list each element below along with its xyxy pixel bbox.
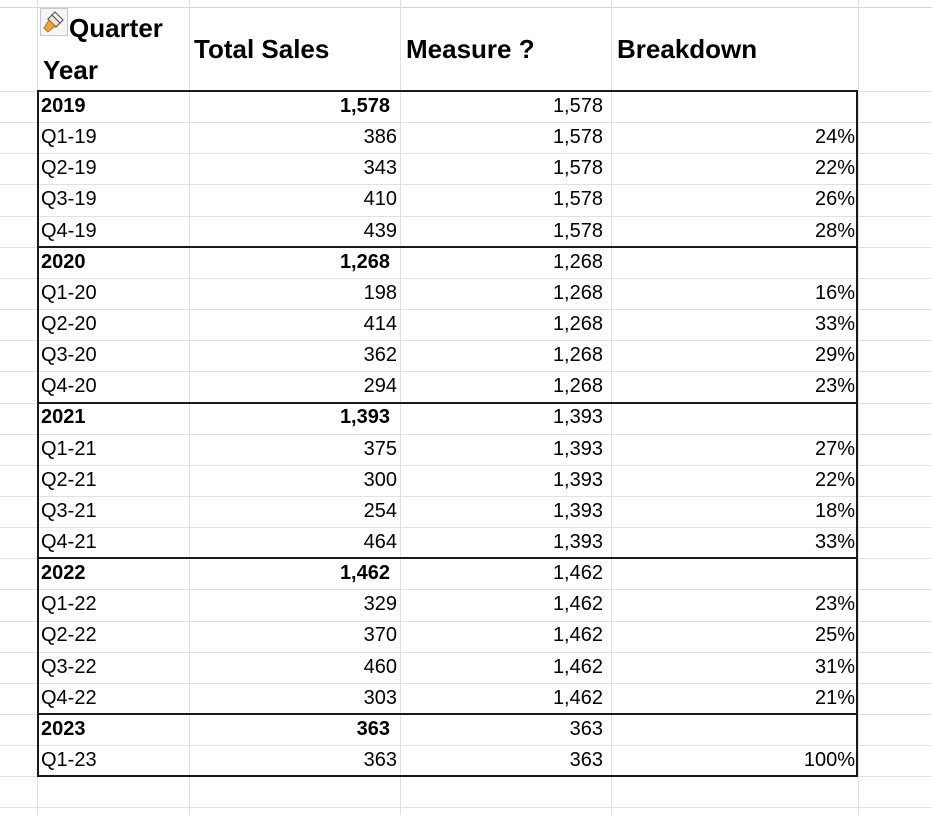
cell-label[interactable]: Q2-19 — [41, 157, 97, 180]
cell-label[interactable]: Q3-21 — [41, 499, 97, 522]
cell-measure[interactable]: 1,578 — [552, 157, 603, 180]
cell-total-sales[interactable]: 1,578 — [339, 95, 390, 117]
cell-label[interactable]: Q4-20 — [41, 375, 97, 398]
cell-label[interactable]: Q1-19 — [41, 126, 97, 149]
cell-measure[interactable]: 1,462 — [552, 655, 603, 678]
quarter-row — [37, 309, 859, 340]
cell-measure[interactable]: 363 — [569, 748, 603, 771]
cell-total-sales[interactable]: 303 — [363, 686, 397, 709]
cell-label[interactable]: Q3-22 — [41, 655, 97, 678]
cell-breakdown[interactable]: 22% — [814, 157, 855, 180]
quarter-row — [37, 153, 859, 184]
cell-breakdown[interactable]: 31% — [814, 655, 855, 678]
cell-label[interactable]: Q2-20 — [41, 312, 97, 335]
cell-measure[interactable]: 1,393 — [552, 468, 603, 491]
cell-measure[interactable]: 1,393 — [552, 437, 603, 460]
sales-table — [37, 91, 859, 776]
cell-label[interactable]: Q2-21 — [41, 468, 97, 491]
year-row — [37, 558, 859, 589]
cell-breakdown[interactable]: 29% — [814, 344, 855, 367]
cell-total-sales[interactable]: 375 — [363, 437, 397, 460]
cell-breakdown[interactable]: 16% — [814, 281, 855, 304]
grid-row-line — [0, 776, 932, 777]
cell-label[interactable]: Q4-21 — [41, 530, 97, 553]
cell-breakdown[interactable]: 21% — [814, 686, 855, 709]
cell-breakdown[interactable]: 23% — [814, 375, 855, 398]
year-row — [37, 247, 859, 278]
quarter-row — [37, 589, 859, 620]
header-quarter-line1: Quarter — [69, 13, 163, 43]
cell-measure[interactable]: 1,393 — [552, 499, 603, 522]
cell-total-sales[interactable]: 362 — [363, 344, 397, 367]
cell-total-sales[interactable]: 460 — [363, 655, 397, 678]
quarter-row — [37, 216, 859, 247]
quarter-row — [37, 620, 859, 651]
cell-label[interactable]: Q4-22 — [41, 686, 97, 709]
cell-measure[interactable]: 1,578 — [552, 126, 603, 149]
cell-measure[interactable]: 1,578 — [552, 219, 603, 242]
cell-label[interactable]: 2021 — [41, 406, 86, 429]
cell-total-sales[interactable]: 1,462 — [339, 562, 390, 585]
quarter-row — [37, 745, 859, 776]
cell-measure[interactable]: 1,268 — [552, 375, 603, 398]
cell-total-sales[interactable]: 343 — [363, 157, 397, 180]
quarter-row — [37, 496, 859, 527]
cell-breakdown[interactable]: 26% — [814, 188, 855, 211]
cell-label[interactable]: Q3-19 — [41, 188, 97, 211]
quarter-row — [37, 371, 859, 402]
cell-label[interactable]: Q3-20 — [41, 344, 97, 367]
year-row — [37, 91, 859, 122]
header-year-line2: Year — [43, 55, 98, 85]
cell-label[interactable]: 2022 — [41, 562, 86, 585]
cell-measure[interactable]: 363 — [569, 717, 603, 740]
quarter-row — [37, 184, 859, 215]
cell-measure[interactable]: 1,462 — [552, 593, 603, 616]
cell-total-sales[interactable]: 410 — [363, 188, 397, 211]
cell-measure[interactable]: 1,268 — [552, 281, 603, 304]
cell-measure[interactable]: 1,578 — [552, 95, 603, 117]
cell-label[interactable]: 2020 — [41, 250, 86, 273]
cell-breakdown[interactable]: 22% — [814, 468, 855, 491]
quarter-row — [37, 278, 859, 309]
cell-total-sales[interactable]: 439 — [363, 219, 397, 242]
header-measure: Measure ? — [406, 34, 535, 64]
cell-measure[interactable]: 1,268 — [552, 344, 603, 367]
cell-total-sales[interactable]: 198 — [363, 281, 397, 304]
paintbrush-icon-glyph — [41, 9, 67, 35]
quarter-row — [37, 434, 859, 465]
cell-label[interactable]: Q1-21 — [41, 437, 97, 460]
cell-breakdown[interactable]: 18% — [814, 499, 855, 522]
cell-measure[interactable]: 1,268 — [552, 312, 603, 335]
cell-label[interactable]: Q1-23 — [41, 748, 97, 771]
cell-label[interactable]: Q1-22 — [41, 593, 97, 616]
cell-total-sales[interactable]: 464 — [363, 530, 397, 553]
year-row — [37, 402, 859, 433]
cell-label[interactable]: Q1-20 — [41, 281, 97, 304]
cell-breakdown[interactable]: 28% — [814, 219, 855, 242]
cell-measure[interactable]: 1,578 — [552, 188, 603, 211]
cell-total-sales[interactable]: 363 — [363, 748, 397, 771]
cell-breakdown[interactable]: 23% — [814, 593, 855, 616]
paintbrush-icon[interactable] — [40, 8, 68, 36]
cell-measure[interactable]: 1,462 — [552, 686, 603, 709]
cell-total-sales[interactable]: 414 — [363, 312, 397, 335]
cell-breakdown[interactable]: 25% — [814, 624, 855, 647]
cell-total-sales[interactable]: 254 — [363, 499, 397, 522]
cell-breakdown[interactable]: 33% — [814, 530, 855, 553]
cell-measure[interactable]: 1,393 — [552, 406, 603, 429]
header-breakdown: Breakdown — [617, 34, 758, 64]
cell-total-sales[interactable]: 300 — [363, 468, 397, 491]
cell-breakdown[interactable]: 24% — [814, 126, 855, 149]
cell-total-sales[interactable]: 329 — [363, 593, 397, 616]
cell-total-sales[interactable]: 1,393 — [339, 406, 390, 429]
cell-total-sales[interactable]: 386 — [363, 126, 397, 149]
cell-measure[interactable]: 1,462 — [552, 624, 603, 647]
cell-total-sales[interactable]: 363 — [356, 717, 390, 740]
cell-breakdown[interactable]: 100% — [803, 748, 855, 771]
cell-label[interactable]: Q4-19 — [41, 219, 97, 242]
cell-total-sales[interactable]: 1,268 — [339, 250, 390, 273]
cell-total-sales[interactable]: 370 — [363, 624, 397, 647]
top-edge — [0, 0, 932, 8]
cell-label[interactable]: 2019 — [41, 95, 86, 117]
grid-row-line — [0, 807, 932, 808]
cell-label[interactable]: Q2-22 — [41, 624, 97, 647]
quarter-row — [37, 465, 859, 496]
year-row — [37, 714, 859, 745]
cell-measure[interactable]: 1,268 — [552, 250, 603, 273]
quarter-row — [37, 652, 859, 683]
cell-breakdown[interactable]: 33% — [814, 312, 855, 335]
cell-label[interactable]: 2023 — [41, 717, 86, 740]
quarter-row — [37, 683, 859, 714]
cell-measure[interactable]: 1,462 — [552, 562, 603, 585]
quarter-row — [37, 340, 859, 371]
cell-breakdown[interactable]: 27% — [814, 437, 855, 460]
cell-measure[interactable]: 1,393 — [552, 530, 603, 553]
quarter-row — [37, 122, 859, 153]
cell-total-sales[interactable]: 294 — [363, 375, 397, 398]
header-total-sales: Total Sales — [194, 34, 330, 64]
quarter-row — [37, 527, 859, 558]
